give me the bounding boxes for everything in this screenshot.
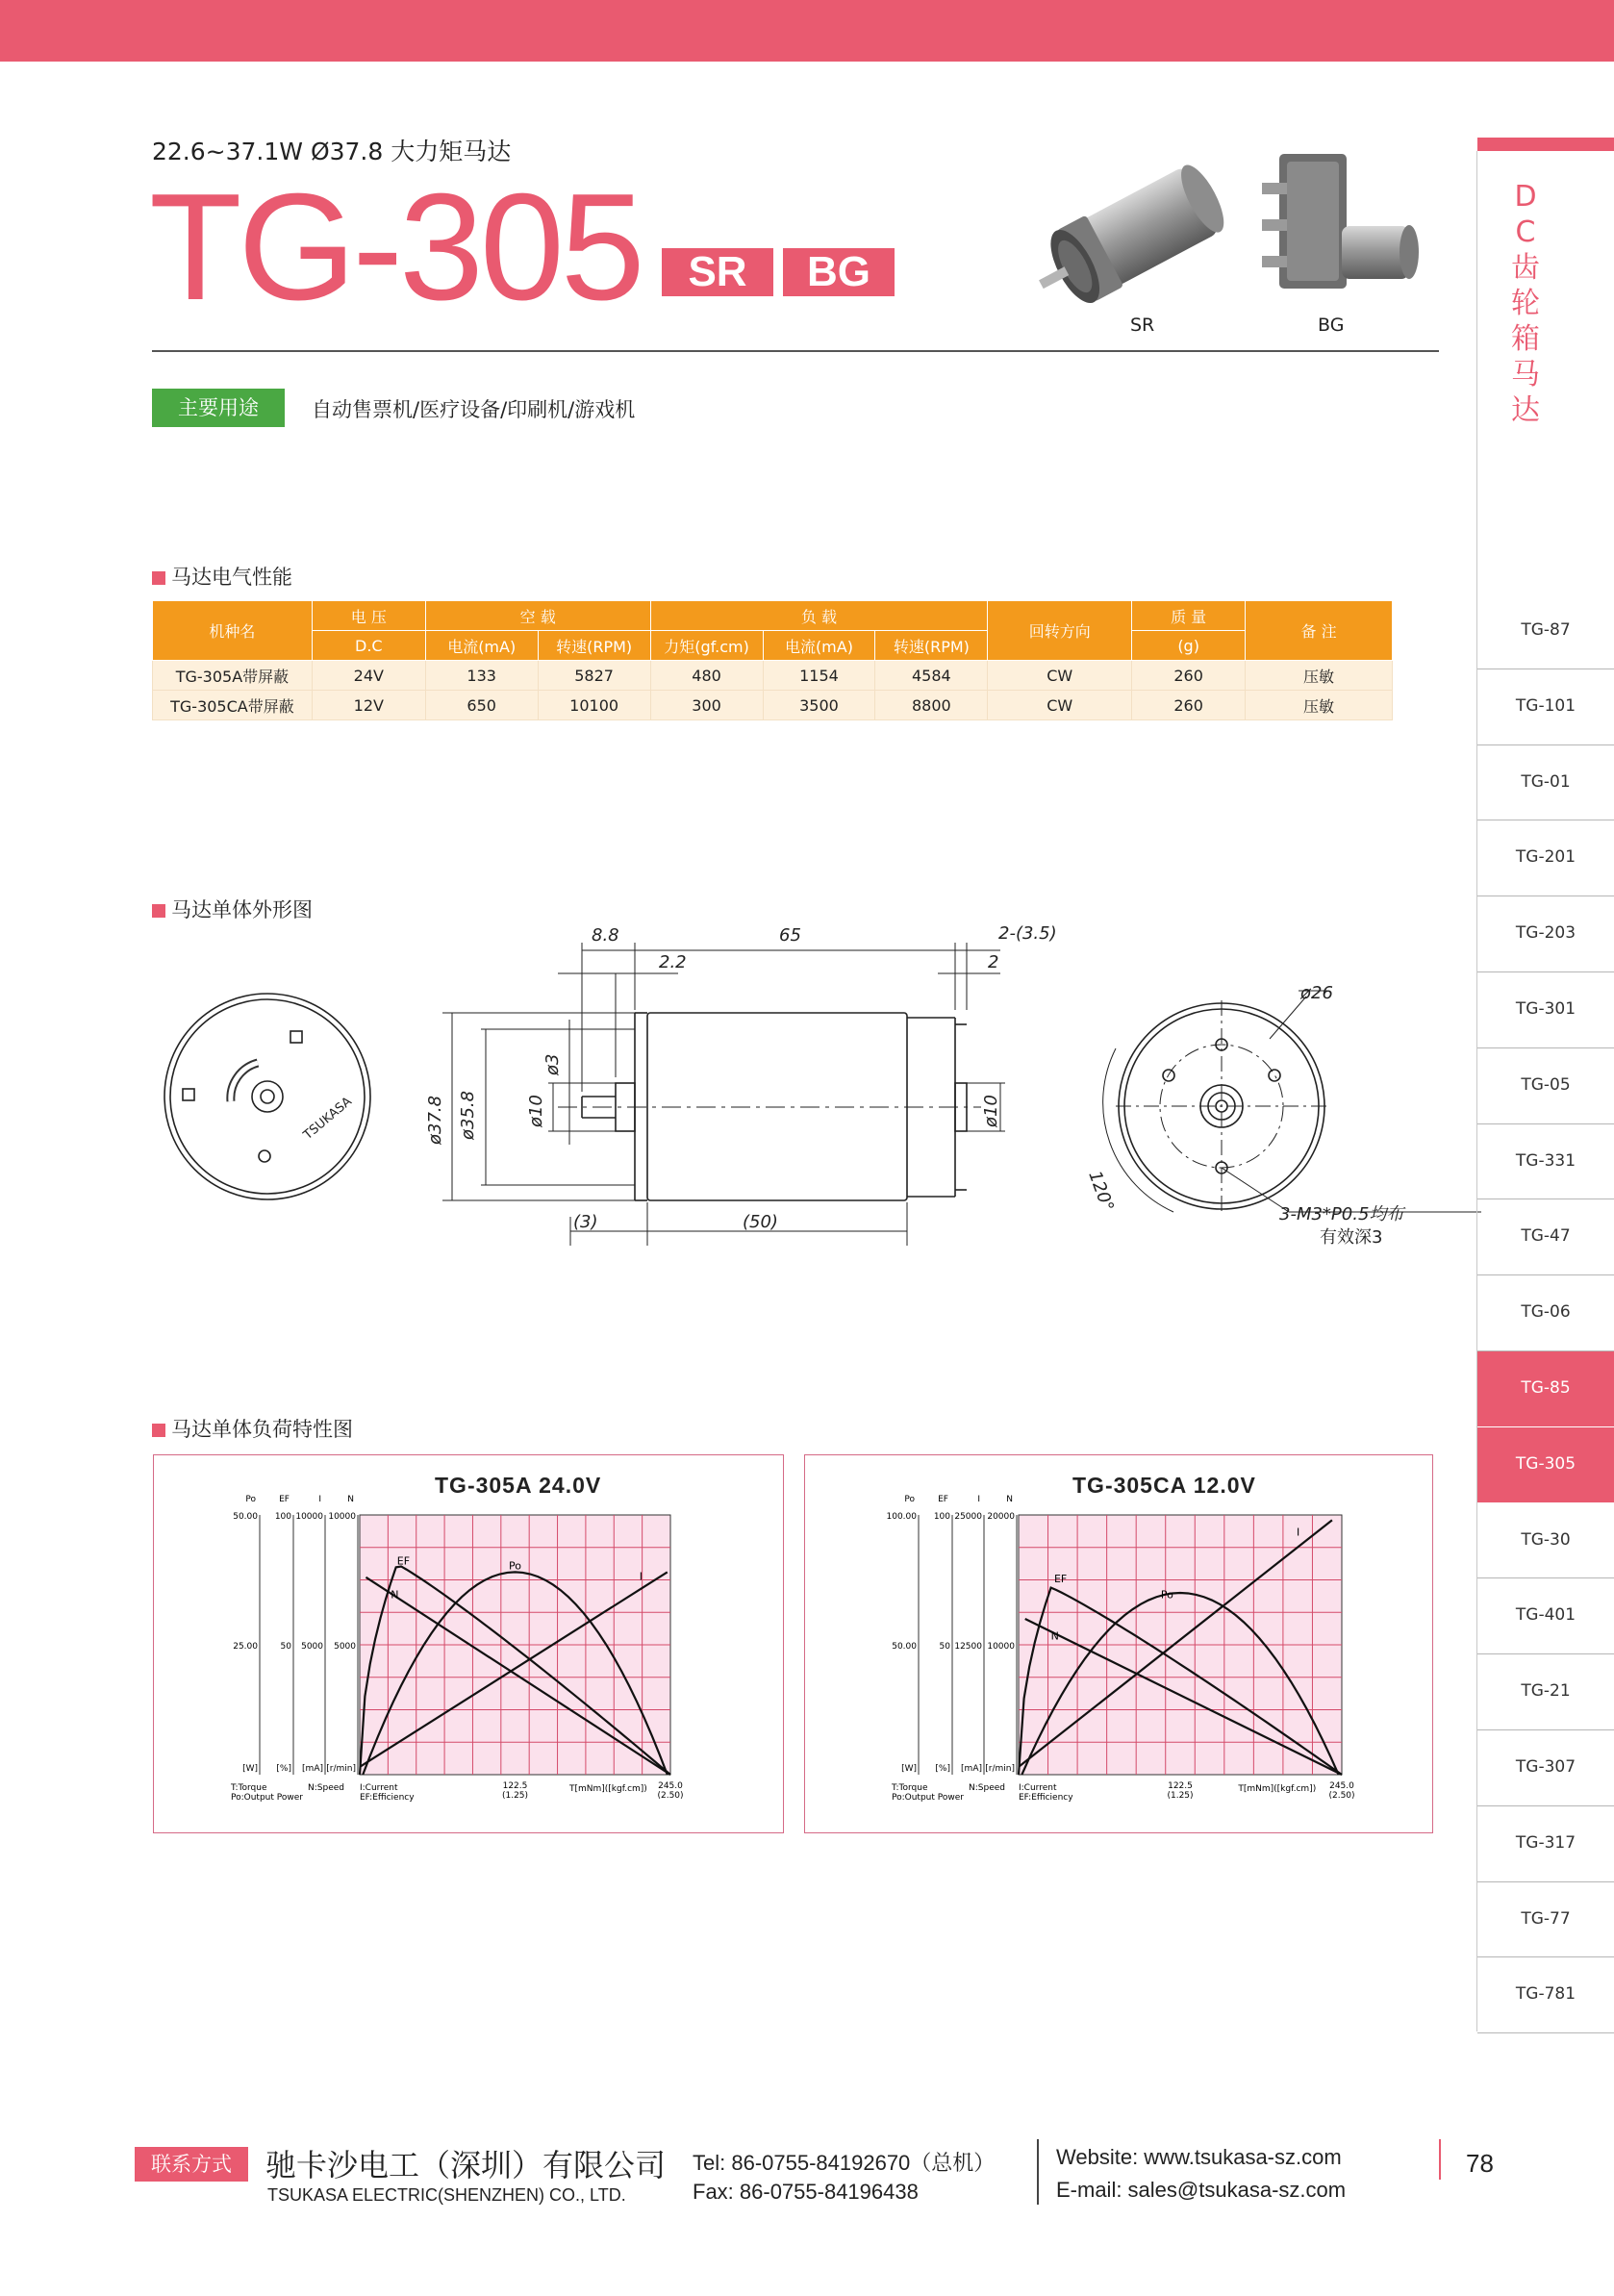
- axis-unit: [mA]: [302, 1764, 323, 1774]
- cell: 480: [650, 661, 763, 691]
- th-mass-unit: (g): [1132, 631, 1246, 661]
- company-cn: 驰卡沙电工（深圳）有限公司: [265, 2147, 667, 2183]
- axis-mid-value: 5000: [334, 1642, 356, 1652]
- sidebar-title-char: 轮: [1511, 287, 1540, 320]
- th-note: 备 注: [1246, 601, 1393, 661]
- cell: 24V: [312, 661, 425, 691]
- contact-label: 联系方式: [135, 2147, 248, 2182]
- top-banner: [0, 0, 1614, 62]
- dim-left-1: ø35.8: [458, 1090, 478, 1140]
- footer-fax: Fax: 86-0755-84196438: [693, 2180, 919, 2204]
- sidebar-item-tg-05[interactable]: TG-05: [1477, 1048, 1614, 1124]
- photo-caption-sr: SR: [1130, 315, 1155, 336]
- sidebar-title-char: C: [1515, 215, 1536, 249]
- badge-sr: SR: [662, 248, 773, 296]
- axis-head: EF: [279, 1495, 290, 1504]
- axis-head: Po: [245, 1495, 256, 1504]
- dim-top-3: 2.2: [659, 952, 687, 972]
- page-number: 78: [1466, 2149, 1494, 2178]
- axis-top-value: 50.00: [233, 1512, 258, 1522]
- dim-left-2: ø10: [526, 1095, 546, 1127]
- motor-photo-sr: [1039, 144, 1231, 327]
- footer-email: E-mail: sales@tsukasa-sz.com: [1056, 2178, 1347, 2202]
- sidebar-title-char: 齿: [1511, 251, 1540, 285]
- cell: 10100: [538, 691, 650, 720]
- x-axis-label: T[mNm]([kgf.cm]): [568, 1784, 647, 1794]
- photo-caption-bg: BG: [1318, 315, 1345, 336]
- footer-web: Website: www.tsukasa-sz.com: [1056, 2145, 1342, 2169]
- dim-front-2: 3-M3*P0.5均布: [1279, 1204, 1404, 1224]
- th-speed: 转速(RPM): [538, 631, 650, 661]
- sidebar-item-tg-06[interactable]: TG-06: [1477, 1275, 1614, 1351]
- dim-left-3: ø3: [542, 1053, 563, 1075]
- sidebar-item-tg-85[interactable]: TG-85: [1477, 1351, 1614, 1427]
- outline-drawing: [154, 914, 1481, 1260]
- x-tick-label: (2.50): [1328, 1791, 1355, 1801]
- model-title: TG-305: [149, 163, 642, 332]
- curve-label: I: [639, 1570, 643, 1583]
- dim-top-1: 65: [779, 925, 801, 946]
- sidebar-item-tg-87[interactable]: TG-87: [1477, 593, 1614, 669]
- axis-unit: [%]: [276, 1764, 291, 1774]
- table-row: [153, 661, 1393, 691]
- cell: 260: [1132, 691, 1246, 720]
- sidebar-item-tg-201[interactable]: TG-201: [1477, 820, 1614, 896]
- curve-label: N: [1050, 1629, 1059, 1643]
- cell: 260: [1132, 661, 1246, 691]
- axis-mid-value: 25.00: [233, 1642, 258, 1652]
- cell: 5827: [538, 661, 650, 691]
- section-electrical: 马达电气性能: [152, 562, 292, 591]
- sidebar-item-tg-21[interactable]: TG-21: [1477, 1654, 1614, 1730]
- axis-head: EF: [938, 1495, 948, 1504]
- sidebar-item-tg-01[interactable]: TG-01: [1477, 745, 1614, 821]
- rear-view: [164, 994, 370, 1199]
- sidebar-title-char: 达: [1511, 393, 1540, 427]
- legend-text: Po:Output Power: [231, 1793, 303, 1803]
- axis-head: I: [977, 1495, 980, 1504]
- axis-unit: [r/min]: [326, 1764, 356, 1774]
- sidebar-item-tg-301[interactable]: TG-301: [1477, 972, 1614, 1048]
- axis-mid-value: 50: [280, 1642, 291, 1652]
- motor-photo-bg: [1250, 144, 1424, 327]
- chart-b-title: TG-305CA 12.0V: [1072, 1473, 1256, 1498]
- product-subtitle: 22.6~37.1W Ø37.8 大力矩马达: [152, 138, 512, 165]
- sidebar-item-tg-317[interactable]: TG-317: [1477, 1806, 1614, 1882]
- dim-top-0: 8.8: [592, 925, 619, 946]
- cell: 133: [425, 661, 538, 691]
- curve-label: Po: [509, 1559, 522, 1573]
- dim-left-0: ø37.8: [425, 1095, 445, 1145]
- axis-top-value: 100.00: [886, 1512, 917, 1522]
- sidebar-title: [1506, 179, 1545, 428]
- usage-text: 自动售票机/医疗设备/印刷机/游戏机: [312, 398, 636, 421]
- axis-top-value: 10000: [295, 1512, 323, 1522]
- th-dc: D.C: [312, 631, 425, 661]
- x-tick-label: (1.25): [501, 1791, 529, 1801]
- cell: 300: [650, 691, 763, 720]
- company-en: TSUKASA ELECTRIC(SHENZHEN) CO., LTD.: [267, 2185, 626, 2205]
- sidebar-item-tg-305[interactable]: TG-305: [1477, 1427, 1614, 1503]
- x-tick-label: 122.5: [502, 1781, 528, 1791]
- x-tick-label: (1.25): [1167, 1791, 1194, 1801]
- sidebar-title-char: D: [1514, 180, 1537, 214]
- cell: 压敏: [1246, 661, 1393, 691]
- axis-unit: [r/min]: [985, 1764, 1015, 1774]
- usage-label: 主要用途: [152, 389, 285, 427]
- dim-top-4: 2: [988, 952, 999, 972]
- axis-unit: [%]: [935, 1764, 950, 1774]
- curve-label: EF: [396, 1554, 411, 1568]
- legend-text: EF:Efficiency: [360, 1793, 415, 1803]
- legend-text: N:Speed: [969, 1783, 1005, 1793]
- cell: TG-305CA带屏蔽: [153, 691, 313, 720]
- th-load-speed: 转速(RPM): [875, 631, 988, 661]
- axis-mid-value: 10000: [987, 1642, 1015, 1652]
- x-tick-label: 245.0: [658, 1781, 683, 1791]
- page-divider: [1439, 2139, 1441, 2180]
- cell: 650: [425, 691, 538, 720]
- cell: CW: [988, 691, 1132, 720]
- x-tick-label: (2.50): [657, 1791, 684, 1801]
- axis-unit: [W]: [242, 1764, 258, 1774]
- curve-label: Po: [1160, 1588, 1173, 1602]
- legend-text: T:Torque: [231, 1783, 267, 1793]
- footer-tel: Tel: 86-0755-84192670（总机）: [693, 2151, 996, 2175]
- curve-label: EF: [1053, 1573, 1068, 1586]
- cell: CW: [988, 661, 1132, 691]
- x-tick-label: 122.5: [1168, 1781, 1193, 1791]
- x-tick-label: 245.0: [1329, 1781, 1354, 1791]
- dim-bottom-0: (3): [573, 1212, 598, 1232]
- axis-top-value: 100: [274, 1512, 291, 1522]
- cell: 8800: [875, 691, 988, 720]
- axis-mid-value: 5000: [301, 1642, 323, 1652]
- cell: 4584: [875, 661, 988, 691]
- sidebar-accent: [1477, 138, 1614, 151]
- legend-text: I:Current: [1019, 1783, 1057, 1793]
- axis-unit: [mA]: [961, 1764, 982, 1774]
- chart-b-box: [804, 1454, 1433, 1833]
- axis-head: Po: [904, 1495, 915, 1504]
- th-current: 电流(mA): [425, 631, 538, 661]
- sidebar-title-char: 马: [1511, 358, 1540, 391]
- axis-head: I: [318, 1495, 321, 1504]
- dim-front-1: 120°: [1084, 1168, 1118, 1215]
- legend-text: N:Speed: [308, 1783, 344, 1793]
- footer-divider: [1037, 2139, 1039, 2205]
- dim-bottom-1: (50): [743, 1212, 778, 1232]
- th-load: 负 载: [650, 601, 988, 631]
- axis-top-value: 25000: [954, 1512, 982, 1522]
- axis-top-value: 20000: [987, 1512, 1015, 1522]
- sidebar-item-tg-77[interactable]: TG-77: [1477, 1882, 1614, 1958]
- table-row: [153, 691, 1393, 720]
- axis-mid-value: 50: [939, 1642, 950, 1652]
- section-load: 马达单体负荷特性图: [152, 1414, 353, 1443]
- legend-text: I:Current: [360, 1783, 398, 1793]
- sidebar-item-tg-203[interactable]: TG-203: [1477, 896, 1614, 972]
- th-load-current: 电流(mA): [763, 631, 875, 661]
- cell: 12V: [312, 691, 425, 720]
- dim-front-3: 有效深3: [1320, 1227, 1383, 1248]
- axis-head: N: [347, 1495, 354, 1504]
- sidebar-item-tg-30[interactable]: TG-30: [1477, 1503, 1614, 1579]
- th-mass: 质 量: [1132, 601, 1246, 631]
- section-outline: 马达单体外形图: [152, 895, 313, 923]
- sidebar-item-tg-781[interactable]: TG-781: [1477, 1957, 1614, 2033]
- sidebar-item-tg-307[interactable]: TG-307: [1477, 1730, 1614, 1806]
- cell: TG-305A带屏蔽: [153, 661, 313, 691]
- axis-mid-value: 50.00: [892, 1642, 917, 1652]
- axis-top-value: 100: [933, 1512, 950, 1522]
- legend-text: Po:Output Power: [892, 1793, 964, 1803]
- axis-unit: [W]: [901, 1764, 917, 1774]
- legend-text: EF:Efficiency: [1019, 1793, 1073, 1803]
- spec-table: [152, 600, 1393, 720]
- cell: 3500: [763, 691, 875, 720]
- chart-a-title: TG-305A 24.0V: [435, 1473, 602, 1498]
- curve-label: N: [391, 1588, 399, 1602]
- sidebar-item-tg-47[interactable]: TG-47: [1477, 1199, 1614, 1275]
- axis-mid-value: 12500: [954, 1642, 982, 1652]
- header-rule: [152, 350, 1439, 352]
- dim-top-2: 2-(3.5): [998, 923, 1057, 944]
- chart-a-plot: [154, 1455, 783, 1832]
- cell: 压敏: [1246, 691, 1393, 720]
- dim-right-0: ø10: [981, 1095, 1001, 1127]
- chart-b-plot: [805, 1455, 1432, 1832]
- chart-a-box: [153, 1454, 784, 1833]
- th-torque: 力矩(gf.cm): [650, 631, 763, 661]
- dim-front-0: ø26: [1300, 983, 1333, 1003]
- th-noload: 空 载: [425, 601, 650, 631]
- axis-top-value: 10000: [328, 1512, 356, 1522]
- sidebar-item-tg-101[interactable]: TG-101: [1477, 669, 1614, 745]
- th-model: 机种名: [153, 601, 313, 661]
- front-view: [1103, 991, 1481, 1212]
- axis-head: N: [1006, 1495, 1013, 1504]
- sidebar-title-char: 箱: [1511, 322, 1540, 356]
- sidebar-item-tg-401[interactable]: TG-401: [1477, 1578, 1614, 1654]
- side-view: [442, 943, 1005, 1246]
- cell: 1154: [763, 661, 875, 691]
- th-voltage: 电 压: [312, 601, 425, 631]
- sidebar-item-tg-331[interactable]: TG-331: [1477, 1124, 1614, 1200]
- x-axis-label: T[mNm]([kgf.cm]): [1238, 1784, 1317, 1794]
- badge-bg: BG: [783, 248, 895, 296]
- rear-brand-label: TSUKASA: [300, 1094, 355, 1144]
- legend-text: T:Torque: [892, 1783, 928, 1793]
- curve-label: I: [1296, 1526, 1300, 1539]
- th-rotation: 回转方向: [988, 601, 1132, 661]
